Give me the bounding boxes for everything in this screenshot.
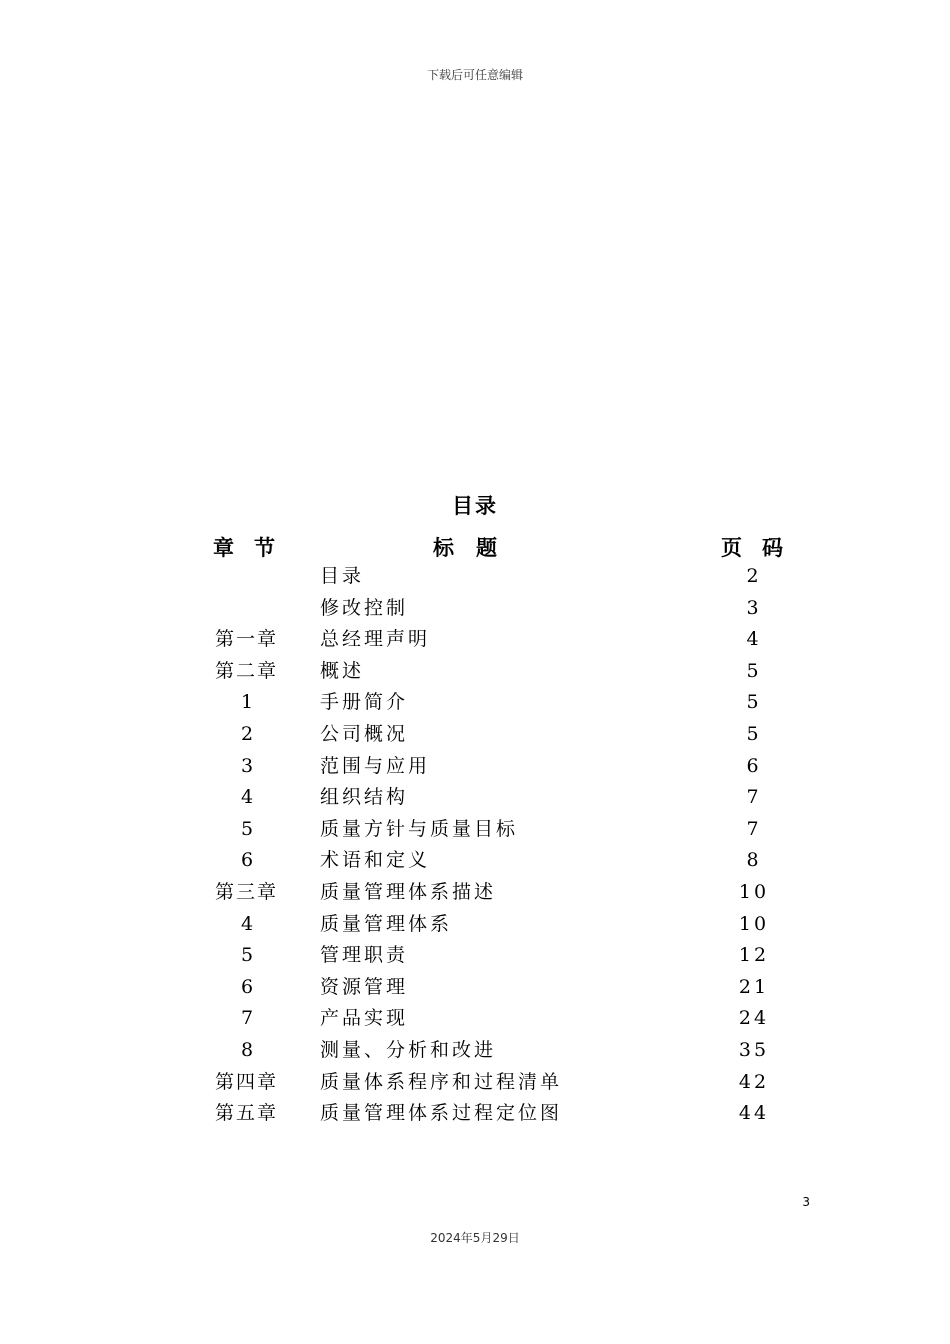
toc-row-title: 产品实现 xyxy=(320,1007,409,1030)
toc-row-page: 35 xyxy=(738,1038,770,1061)
toc-row-chapter: 第四章 xyxy=(215,1070,279,1093)
toc-list xyxy=(0,562,950,1131)
page-header: 下载后可任意编辑 xyxy=(426,68,523,82)
toc-row-chapter: 第一章 xyxy=(215,628,279,651)
toc-row[interactable] xyxy=(0,594,950,626)
toc-row-chapter: 4 xyxy=(241,786,256,809)
toc-row[interactable] xyxy=(0,783,950,815)
toc-row-page: 4 xyxy=(746,628,762,651)
toc-row-page: 8 xyxy=(746,849,762,872)
toc-row[interactable] xyxy=(0,878,950,910)
toc-row-title: 资源管理 xyxy=(320,975,409,998)
toc-row-page: 42 xyxy=(738,1070,770,1093)
toc-row-title: 手册简介 xyxy=(320,691,409,714)
toc-row-page: 12 xyxy=(738,944,770,967)
toc-header-title: 标题 xyxy=(433,536,519,560)
page-footer-date: 2024年5月29日 xyxy=(430,1231,520,1245)
toc-row-title: 公司概况 xyxy=(320,722,409,745)
toc-title: 目录 xyxy=(452,494,498,518)
toc-row[interactable] xyxy=(0,1036,950,1068)
toc-row-page: 5 xyxy=(746,722,762,745)
toc-row-chapter: 5 xyxy=(241,944,256,967)
toc-row-title: 质量管理体系 xyxy=(320,912,453,935)
toc-row-chapter: 6 xyxy=(241,975,256,998)
toc-row-chapter: 第五章 xyxy=(215,1102,279,1125)
toc-row[interactable] xyxy=(0,815,950,847)
toc-row-chapter: 4 xyxy=(241,912,256,935)
toc-row-page: 2 xyxy=(746,565,762,587)
toc-row[interactable] xyxy=(0,1099,950,1131)
toc-row-title: 概述 xyxy=(320,659,365,682)
toc-row[interactable] xyxy=(0,688,950,720)
toc-row-page: 6 xyxy=(746,754,762,777)
toc-row-chapter: 第二章 xyxy=(215,659,279,682)
toc-row-title: 测量、分析和改进 xyxy=(320,1038,497,1061)
toc-row-chapter: 6 xyxy=(241,849,256,872)
toc-row-title: 组织结构 xyxy=(320,786,409,809)
toc-row[interactable] xyxy=(0,625,950,657)
toc-header-chapter: 章节 xyxy=(213,536,295,560)
toc-row-chapter: 5 xyxy=(241,817,256,840)
toc-row[interactable] xyxy=(0,720,950,752)
toc-row-page: 44 xyxy=(738,1102,770,1125)
toc-row[interactable] xyxy=(0,657,950,689)
toc-row-page: 10 xyxy=(738,880,770,903)
toc-row-chapter: 3 xyxy=(241,754,256,777)
toc-row-page: 3 xyxy=(746,596,762,619)
toc-row[interactable] xyxy=(0,1068,950,1100)
toc-row[interactable] xyxy=(0,973,950,1005)
toc-header-page: 页码 xyxy=(721,536,803,560)
toc-row[interactable] xyxy=(0,752,950,784)
page-number: 3 xyxy=(802,1195,810,1209)
toc-row-title: 质量方针与质量目标 xyxy=(320,817,519,840)
toc-row-title: 管理职责 xyxy=(320,944,409,967)
toc-row-chapter: 第三章 xyxy=(215,880,279,903)
toc-column-headers xyxy=(0,532,950,560)
toc-row-page: 21 xyxy=(738,975,770,998)
toc-row-chapter: 8 xyxy=(241,1038,256,1061)
toc-row-page: 10 xyxy=(738,912,770,935)
toc-row[interactable] xyxy=(0,910,950,942)
toc-row[interactable] xyxy=(0,846,950,878)
toc-row-page: 5 xyxy=(746,691,762,714)
toc-row-title: 修改控制 xyxy=(320,596,409,619)
toc-row-page: 24 xyxy=(738,1007,770,1030)
toc-row-title: 质量管理体系描述 xyxy=(320,880,497,903)
toc-row-title: 总经理声明 xyxy=(320,628,431,651)
toc-row-chapter: 7 xyxy=(241,1007,256,1030)
toc-row[interactable] xyxy=(0,562,950,594)
toc-row-chapter: 2 xyxy=(241,722,256,745)
toc-row-title: 范围与应用 xyxy=(320,754,431,777)
toc-row-title: 目录 xyxy=(320,565,365,587)
toc-row-page: 7 xyxy=(746,817,762,840)
toc-row-title: 质量体系程序和过程清单 xyxy=(320,1070,563,1093)
toc-row-page: 5 xyxy=(746,659,762,682)
toc-row-title: 质量管理体系过程定位图 xyxy=(320,1102,563,1125)
toc-row-title: 术语和定义 xyxy=(320,849,431,872)
toc-row[interactable] xyxy=(0,1004,950,1036)
toc-row-page: 7 xyxy=(746,786,762,809)
toc-row[interactable] xyxy=(0,941,950,973)
toc-row-chapter: 1 xyxy=(241,691,256,714)
